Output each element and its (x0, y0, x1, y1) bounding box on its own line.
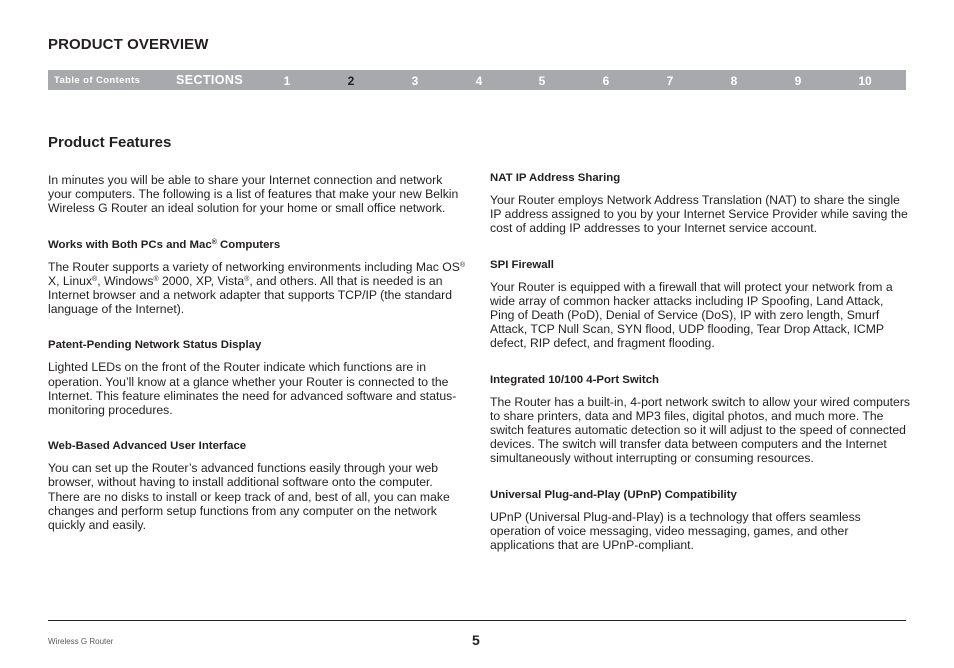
page-number: 5 (472, 632, 480, 648)
feature-heading-upnp: Universal Plug-and-Play (UPnP) Compatibility (490, 488, 737, 501)
intro-paragraph: In minutes you will be able to share your Internet connection and network your computers. The following is a list of features that make your new Belkin Wireless G Router an ideal solution for your home or small office network. (48, 173, 459, 216)
registered-mark: ® (459, 261, 466, 269)
section-link-2[interactable]: 2 (347, 74, 355, 88)
section-link-9[interactable]: 9 (794, 74, 802, 88)
feature-heading-spi-firewall: SPI Firewall (490, 258, 554, 271)
registered-mark: ® (92, 275, 98, 283)
body-text: , and others. All that is needed is an Internet browser and a network adapter that supports TCP/IP (the standard language of the Internet). (48, 273, 452, 317)
feature-body-pc-mac (48, 260, 466, 317)
feature-body-web-ui: You can set up the Router’s advanced functions easily through your web browser, without having to install additional software onto the computer. There are no disks to install or keep track of and, best of all, you can make changes and perform setup functions from any computer on the network quickly and easily. (48, 461, 450, 533)
registered-mark: ® (244, 275, 250, 283)
feature-body-spi-firewall: Your Router is equipped with a firewall that will protect your network from a wide array of common hacker attacks including IP Spoofing, Land Attack, Ping of Death (PoD), Denial of Service (DoS), IP with zero length, Smurf Attack, TCP Null Scan, SYN flood, UDP flooding, Tear Drop Attack, ICMP defect, RIP defect, and fragment flooding. (490, 279, 893, 351)
body-text: The Router supports a variety of networking environments including Mac OS (48, 259, 460, 274)
footer-divider (48, 620, 906, 621)
page-header-title: PRODUCT OVERVIEW (48, 36, 209, 53)
section-link-4[interactable]: 4 (475, 74, 483, 88)
feature-body-nat: Your Router employs Network Address Translation (NAT) to share the single IP address assigned to you by your Internet Service Provider while saving the cost of adding IP addresses to your Internet service account. (490, 193, 908, 236)
feature-body-status-display: Lighted LEDs on the front of the Router indicate which functions are in operation. You’ll know at a glance whether your Router is connected to the Internet. This feature eliminates the need for advanced software and status-monitoring procedures. (48, 360, 457, 418)
section-link-6[interactable]: 6 (602, 74, 610, 88)
body-text: 2000, XP, Vista (158, 273, 245, 288)
section-link-5[interactable]: 5 (538, 74, 546, 88)
section-link-8[interactable]: 8 (730, 74, 738, 88)
feature-heading-web-ui: Web-Based Advanced User Interface (48, 440, 247, 453)
right-column (490, 171, 910, 552)
body-text: , Windows (97, 273, 154, 288)
feature-heading-switch: Integrated 10/100 4-Port Switch (490, 373, 660, 386)
heading-text: Works with Both PCs and Mac (48, 238, 212, 251)
feature-body-switch: The Router has a built-in, 4-port network switch to allow your wired computers to share printers, data and MP3 files, digital photos, and much more. The switch features automatic detection so it will adjust to the speed of connected devices. The switch will transfer data between computers and the Internet simultaneously without interrupting or consuming resources. (490, 394, 910, 466)
feature-body-upnp: UPnP (Universal Plug-and-Play) is a technology that offers seamless operation of voice messaging, video messaging, games, and other applications that are UPnP-compliant. (490, 509, 861, 553)
section-link-3[interactable]: 3 (411, 74, 419, 88)
section-nav-bar (48, 70, 906, 90)
section-link-1[interactable]: 1 (283, 74, 291, 88)
table-of-contents-link[interactable]: Table of Contents (54, 75, 141, 86)
feature-heading-pc-mac (48, 238, 466, 252)
registered-mark: ® (153, 275, 159, 283)
section-link-10[interactable]: 10 (858, 74, 872, 88)
sections-label: SECTIONS (176, 73, 244, 87)
section-link-7[interactable]: 7 (666, 74, 674, 88)
left-column (48, 173, 466, 532)
footer-product-name: Wireless G Router (48, 637, 114, 646)
registered-mark: ® (211, 238, 217, 246)
heading-text: Computers (216, 238, 281, 251)
feature-heading-status-display: Patent-Pending Network Status Display (48, 339, 262, 352)
section-title: Product Features (48, 134, 172, 151)
feature-heading-nat: NAT IP Address Sharing (490, 172, 621, 184)
body-text: X, Linux (48, 273, 93, 288)
